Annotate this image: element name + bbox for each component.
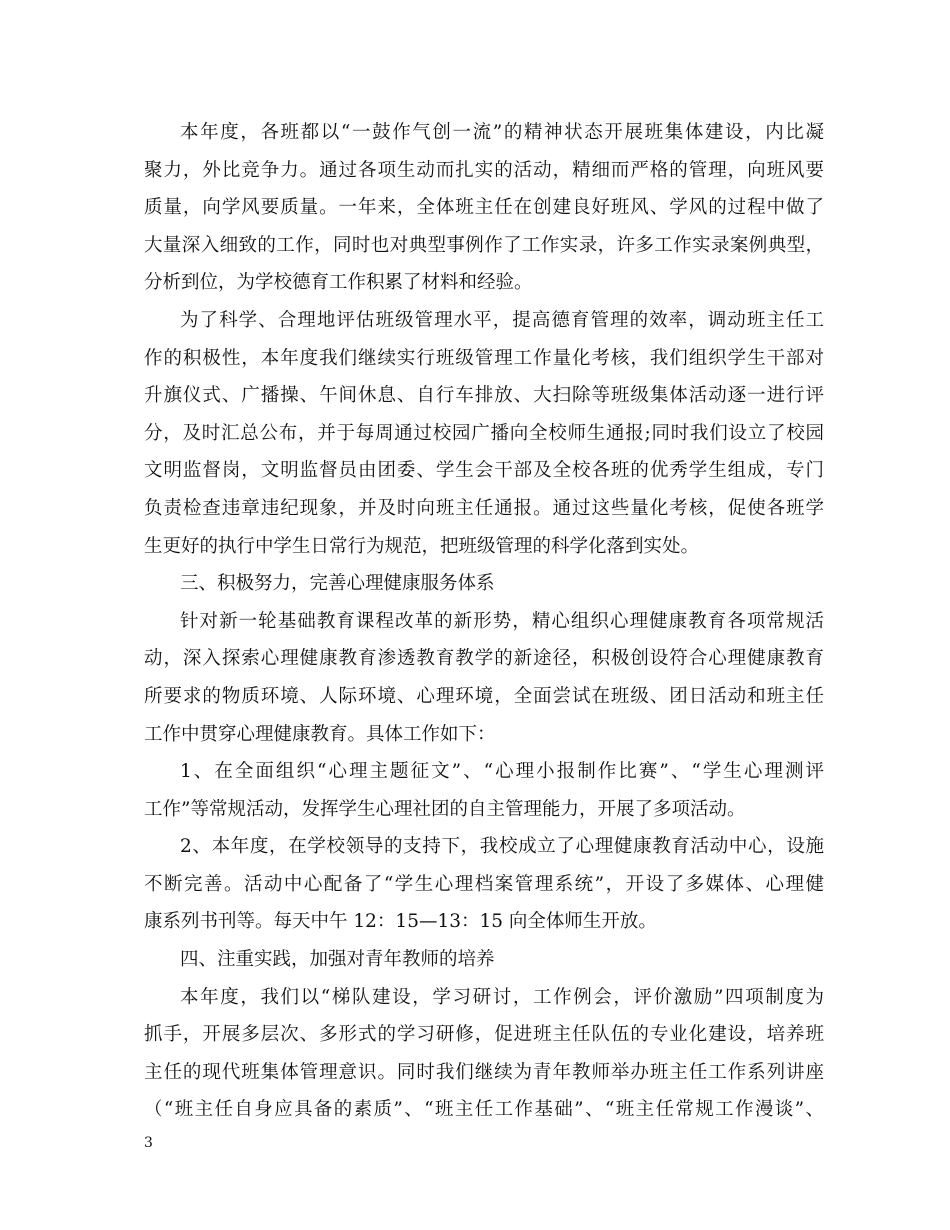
text-line: 生更好的执行中学生日常行为规范，把班级管理的科学化落到实处。 [144, 535, 700, 557]
text-line: 2、本年度，在学校领导的支持下，我校成立了心理健康教育活动中心，设施 [180, 836, 824, 858]
text-line: 质量，向学风要质量。一年来，全体班主任在创建良好班风、学风的过程中做了 [144, 197, 824, 219]
page-number: 3 [144, 1135, 153, 1151]
document-body [144, 114, 824, 1129]
text-line: 本年度，各班都以“一鼓作气创一流”的精神状态开展班集体建设，内比凝 [180, 122, 824, 143]
text-line: 针对新一轮基础教育课程改革的新形势，精心组织心理健康教育各项常规活 [180, 610, 824, 632]
text-line: 动，深入探索心理健康教育渗透教育教学的新途径，积极创设符合心理健康教育 [144, 648, 824, 670]
text-line: 康系列书刊等。每天中午 12：15—13：15 向全体师生开放。 [144, 911, 657, 933]
text-line: 工作中贯穿心理健康教育。具体工作如下： [144, 723, 496, 745]
text-line: 主任的现代班集体管理意识。同时我们继续为青年教师举办班主任工作系列讲座 [144, 1061, 824, 1083]
text-line: 文明监督岗，文明监督员由团委、学生会干部及全校各班的优秀学生组成，专门 [144, 460, 824, 482]
text-line: 三、积极努力，完善心理健康服务体系 [180, 573, 495, 595]
text-line: 本年度，我们以“梯队建设，学习研讨，工作例会，评价激励”四项制度为 [180, 986, 824, 1008]
text-line: 1、在全面组织“心理主题征文”、“心理小报制作比赛”、“学生心理测评 [180, 761, 824, 783]
text-line: 工作”等常规活动，发挥学生心理社团的自主管理能力，开展了多项活动。 [144, 798, 746, 820]
text-line: 抓手，开展多层次、多形式的学习研修，促进班主任队伍的专业化建设，培养班 [144, 1024, 824, 1046]
text-line: 聚力，外比竞争力。通过各项生动而扎实的活动，精细而严格的管理，向班风要 [144, 159, 824, 181]
text-line: （“班主任自身应具备的素质”、“班主任工作基础”、“班主任常规工作漫谈”、 [144, 1099, 824, 1121]
text-line: 分，及时汇总公布，并于每周通过校园广播向全校师生通报;同时我们设立了校园 [144, 422, 824, 444]
text-line: 不断完善。活动中心配备了“学生心理档案管理系统”，开设了多媒体、心理健 [144, 873, 824, 895]
text-line: 所要求的物质环境、人际环境、心理环境，全面尝试在班级、团日活动和班主任 [144, 685, 824, 707]
text-line: 为了科学、合理地评估班级管理水平，提高德育管理的效率，调动班主任工 [180, 309, 824, 331]
text-line: 大量深入细致的工作，同时也对典型事例作了工作实录，许多工作实录案例典型， [144, 234, 824, 256]
text-line: 升旗仪式、广播操、午间休息、自行车排放、大扫除等班级集体活动逐一进行评 [144, 385, 824, 407]
text-line: 四、注重实践，加强对青年教师的培养 [180, 949, 495, 971]
text-line: 作的积极性，本年度我们继续实行班级管理工作量化考核，我们组织学生干部对 [144, 347, 824, 369]
text-line: 分析到位，为学校德育工作积累了材料和经验。 [144, 272, 533, 294]
text-line: 负责检查违章违纪现象，并及时向班主任通报。通过这些量化考核，促使各班学 [144, 497, 824, 519]
